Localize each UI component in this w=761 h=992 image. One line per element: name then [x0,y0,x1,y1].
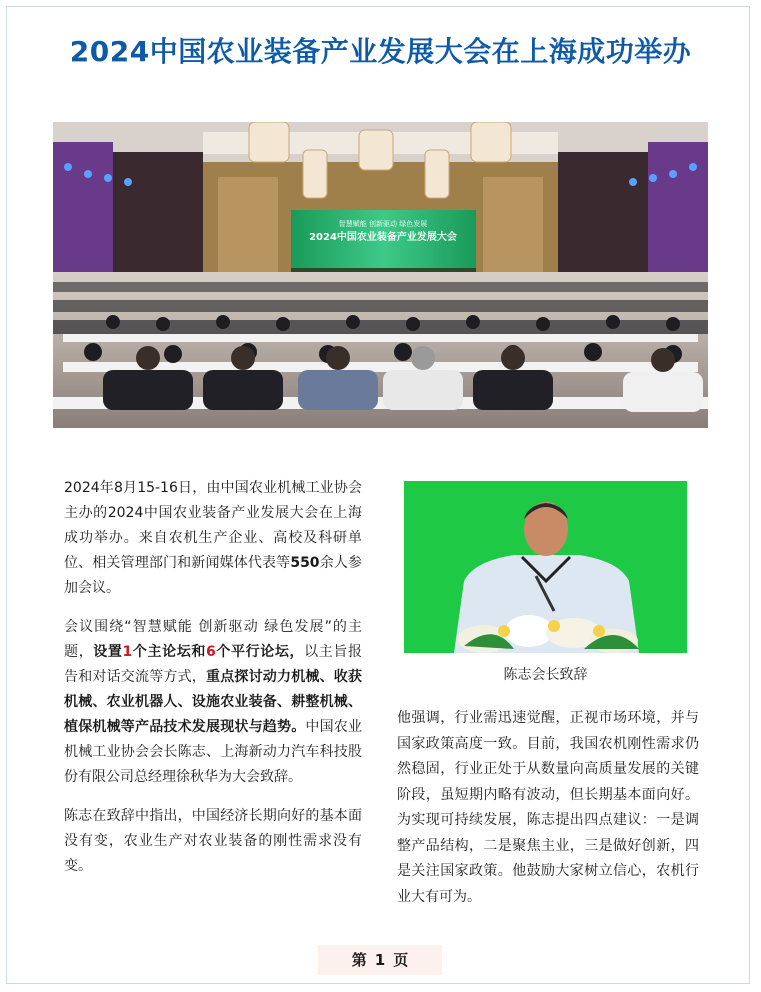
photo-caption: 陈志会长致辞 [503,667,588,683]
paragraph-suggestions: 他强调，行业需迅速觉醒，正视市场环境，并与国家政策高度一致。目前，我国农机刚性需求仍然稳固，行业正处于从数量向高质量发展的关键阶段，虽短期内略有波动，但长期基本面向好。为实现可持续发展，陈志提出四点建议：一是调整产品结构，二是聚焦主业，三是做好创新，四是关注国家政策。他鼓励大家树立信心，农机行业大有可为。 [397,710,699,905]
paragraph-theme [64,615,362,790]
right-column [397,706,699,910]
forum-text-2: 个主论坛和 [132,644,206,660]
speakers-text: 中国农业机械工业协会会长陈志、上海新动力汽车科技股份有限公司总经理徐秋华为大会致辞。 [64,719,363,785]
page-number: 1 [374,951,386,969]
parallel-forum-count: 6 [206,644,216,660]
article-title: 2024中国农业装备产业发展大会在上海成功举办 [69,35,692,68]
main-forum-count: 1 [122,644,133,660]
page-suffix: 页 [393,951,409,969]
format-text: 以主旨报告和对话交流等方式， [64,644,362,685]
intro-end: 余人参加会议。 [64,555,362,596]
speaker-photo [404,481,687,653]
screen-slogan: 智慧赋能 创新驱动 绿色发展 [338,220,428,228]
screen-title: 2024中国农业装备产业发展大会 [309,232,457,243]
theme-text: 会议围绕“智慧赋能 创新驱动 绿色发展”的主题， [64,619,362,660]
paragraph-intro [64,476,362,601]
conference-hall-photo [53,122,708,428]
page-prefix: 第 [351,951,367,969]
page-indicator [318,945,442,975]
left-column [64,476,362,893]
forum-text-1: 设置 [93,644,123,660]
attendee-count: 550 [290,555,320,571]
forum-text-3: 个平行论坛， [215,644,305,660]
intro-text: 2024年8月15-16日，由中国农业机械工业协会主办的2024中国农业装备产业发展大会在上海成功举办。来自农机生产企业、高校及科研单位、相关管理部门和新闻媒体代表等 [64,480,362,571]
paragraph-speech: 陈志在致辞中指出，中国经济长期向好的基本面没有变，农业生产对农业装备的刚性需求没有变。 [64,808,362,874]
focus-text: 重点探讨动力机械、收获机械、农业机器人、设施农业装备、耕整机械、植保机械等产品技术发展现状与趋势。 [64,669,362,735]
